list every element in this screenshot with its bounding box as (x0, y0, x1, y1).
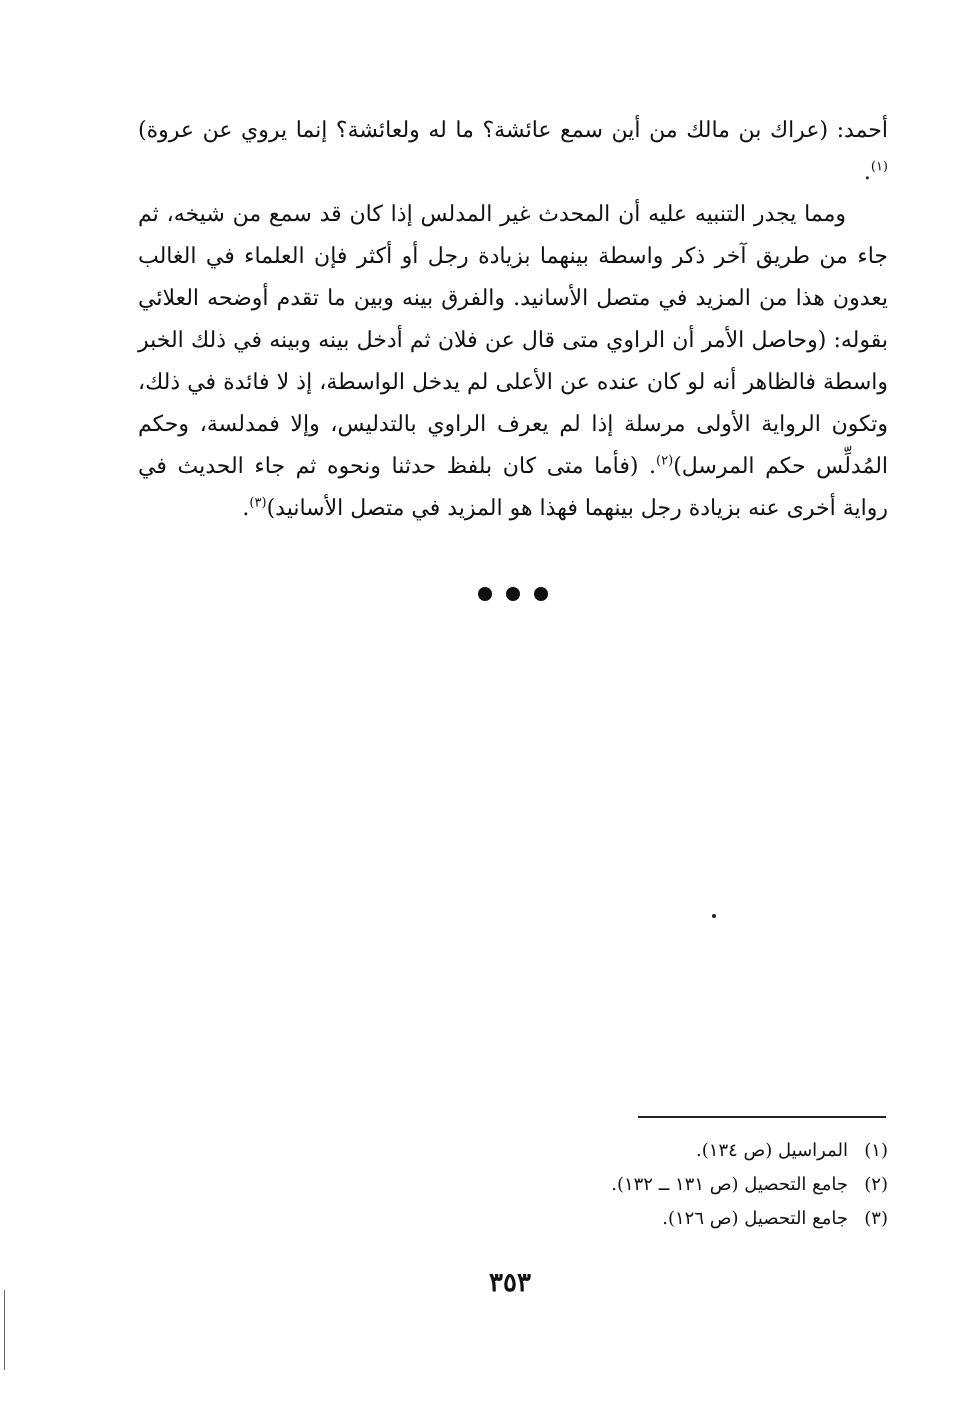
paragraph-2-part-2: . (فأما متى كان بلفظ حدثنا ونحوه ثم جاء الحديث في رواية أخرى عنه بزيادة رجل بينهما فهذا هو المزيد في متصل الأسانيد) (138, 454, 888, 521)
paragraph-1-text: أحمد: (عراك بن مالك من أين سمع عائشة؟ ما له ولعائشة؟ إنما يروي عن عروة) (138, 118, 888, 143)
separator-dot (506, 587, 520, 601)
main-text (138, 110, 888, 530)
footnote-1 (500, 1134, 888, 1168)
footnote-ref-2[interactable]: (٢) (656, 453, 674, 469)
paragraph-2-part-1: ومما يجدر التنبيه عليه أن المحدث غير المدلس إذا كان قد سمع من شيخه، ثم جاء من طريق آخر ذكر واسطة بينهما بزيادة رجل أو أكثر فإن العلماء في الغالب يعدون هذا من المزيد في متصل الأسانيد. والفرق بينه وبين ما تقدم أوضحه العلائي بقوله: (وحاصل الأمر أن الراوي متى قال عن فلان ثم أدخل بينه وبينه في ذلك الخبر واسطة فالظاهر أنه لو كان عنده عن الأعلى لم يدخل الواسطة، إذ لا فائدة في ذلك، وتكون الرواية الأولى مرسلة إذا لم يعرف الراوي بالتدليس، وإلا فمدلسة، وحكم المُدلِّس حكم المرسل) (138, 202, 889, 479)
section-separator (478, 583, 548, 605)
paragraph-1-tail: . (863, 160, 871, 185)
footnote-number: (٣) (864, 1208, 888, 1229)
footnote-text: المراسيل (ص ١٣٤). (696, 1140, 848, 1161)
separator-dot (534, 587, 548, 601)
scan-speck (712, 914, 716, 918)
footnote-divider (638, 1116, 886, 1118)
footnote-ref-1[interactable]: (١) (870, 159, 888, 175)
footnote-text: جامع التحصيل (ص ١٢٦). (662, 1208, 848, 1229)
footnote-number: (١) (864, 1140, 888, 1161)
page-number: ٣٥٣ (489, 1268, 531, 1298)
footnote-ref-3[interactable]: (٣) (249, 495, 267, 511)
footnote-number: (٢) (864, 1174, 888, 1195)
paragraph-2 (138, 194, 888, 530)
footnote-3 (500, 1202, 888, 1236)
footnote-text: جامع التحصيل (ص ١٣١ ــ ١٣٢). (611, 1174, 848, 1195)
footnote-2 (500, 1168, 888, 1202)
separator-dot (478, 587, 492, 601)
paragraph-1 (138, 110, 888, 194)
footnotes (500, 1134, 888, 1236)
paragraph-2-tail: . (242, 496, 250, 521)
scan-edge-mark (4, 1290, 5, 1370)
